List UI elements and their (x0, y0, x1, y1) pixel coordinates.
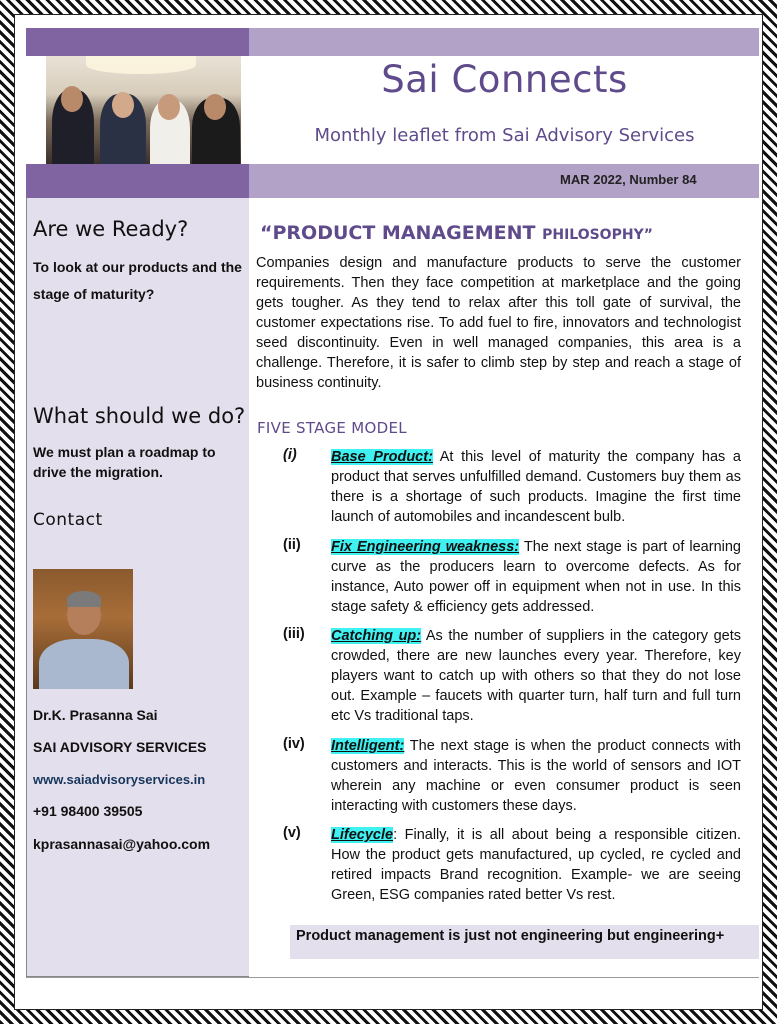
section-heading: FIVE STAGE MODEL (257, 419, 407, 437)
stage-number: (iv) (283, 736, 305, 752)
contact-email-link[interactable]: kprasannasai@yahoo.com (33, 836, 211, 852)
tagline: Product management is just not engineering but engineering+ (296, 928, 725, 944)
stage-text (331, 537, 741, 617)
article-title-main: “PRODUCT MANAGEMENT (260, 222, 536, 244)
stage-item (283, 736, 743, 818)
stage-description: : Finally, it is all about being a responsible citizen. How the product gets manufactured, up cycled, re cycled and retired impacts Brand recognition. Example- we are seeing Green, ESG companies rated better Vs rest. (331, 827, 741, 903)
sidebar-heading-do: What should we do? (33, 404, 246, 428)
stage-text (331, 447, 741, 527)
contact-name: Dr.K. Prasanna Sai (33, 707, 158, 723)
stage-label: Catching up: (331, 628, 422, 644)
stage-description: At this level of maturity the company has a product that serves unfulfilled demand. Customers buy them as there is a shortage of such products. Imagine the first time launch of automobiles and incandescent bulb. (331, 449, 741, 525)
article-title (260, 222, 653, 244)
article-title-suffix: PHILOSOPHY” (542, 227, 653, 243)
sidebar-text-do: We must plan a roadmap to drive the migration. (33, 444, 216, 480)
contact-company: SAI ADVISORY SERVICES (33, 739, 207, 755)
stage-number: (iii) (283, 626, 305, 642)
newsletter-title: Sai Connects (381, 58, 628, 101)
contact-website-link[interactable]: www.saiadvisoryservices.in (33, 772, 206, 787)
article-intro: Companies design and manufacture products to serve the customer requirements. Then they face competition at marketplace and the going gets tougher. As they tend to relax after this toll gate of survival, the customer expectations rise. To add fuel to fire, innovators and technologist seed discontinuity. Even in well managed companies, this area is a challenge. Therefore, it is safer to climb step by step and reach a stage of business continuity. (256, 255, 741, 391)
issue-number: MAR 2022, Number 84 (560, 172, 697, 187)
team-photo (46, 56, 241, 164)
stage-item (283, 447, 743, 529)
header-bar-right (249, 28, 759, 56)
sidebar-heading-ready: Are we Ready? (33, 217, 189, 241)
stage-item (283, 537, 743, 619)
stage-text (331, 825, 741, 905)
sidebar-text-ready: To look at our products and the stage of maturity? (33, 259, 242, 302)
stage-label: Lifecycle (331, 827, 394, 843)
contact-phone: +91 98400 39505 (33, 803, 143, 819)
stage-text (331, 626, 741, 726)
newsletter-subtitle: Monthly leaflet from Sai Advisory Services (314, 125, 695, 146)
stage-number: (v) (283, 825, 301, 841)
stage-label: Base Product: (331, 449, 433, 465)
issue-bar-left (26, 164, 249, 198)
contact-heading: Contact (33, 510, 103, 530)
author-photo (33, 569, 133, 689)
header-bar-left (26, 28, 249, 56)
stage-description: The next stage is when the product connects with customers and interacts. This is the world of sensors and IOT wherein any machine or even consumer product is seen interacting with customers these days. (331, 738, 741, 814)
stage-number: (i) (283, 447, 297, 463)
stage-text (331, 736, 741, 816)
bottom-divider (26, 977, 759, 978)
stage-description: The next stage is part of learning curve as the producers learn to overcome defects. As for instance, Auto power off in equipment when not in use. In this stage safety & efficiency gets addressed. (331, 539, 741, 615)
stage-item (283, 626, 743, 726)
stage-label: Fix Engineering weakness: (331, 539, 520, 555)
stage-item (283, 825, 743, 907)
stage-number: (ii) (283, 537, 301, 553)
stage-description: As the number of suppliers in the category gets crowded, there are new launches every year. Therefore, key players want to catch up with others so that they do not lose out. Example – faucets with quarter turn, half turn and full turn etc Vs traditional taps. (331, 628, 741, 724)
stage-label: Intelligent: (331, 738, 405, 754)
